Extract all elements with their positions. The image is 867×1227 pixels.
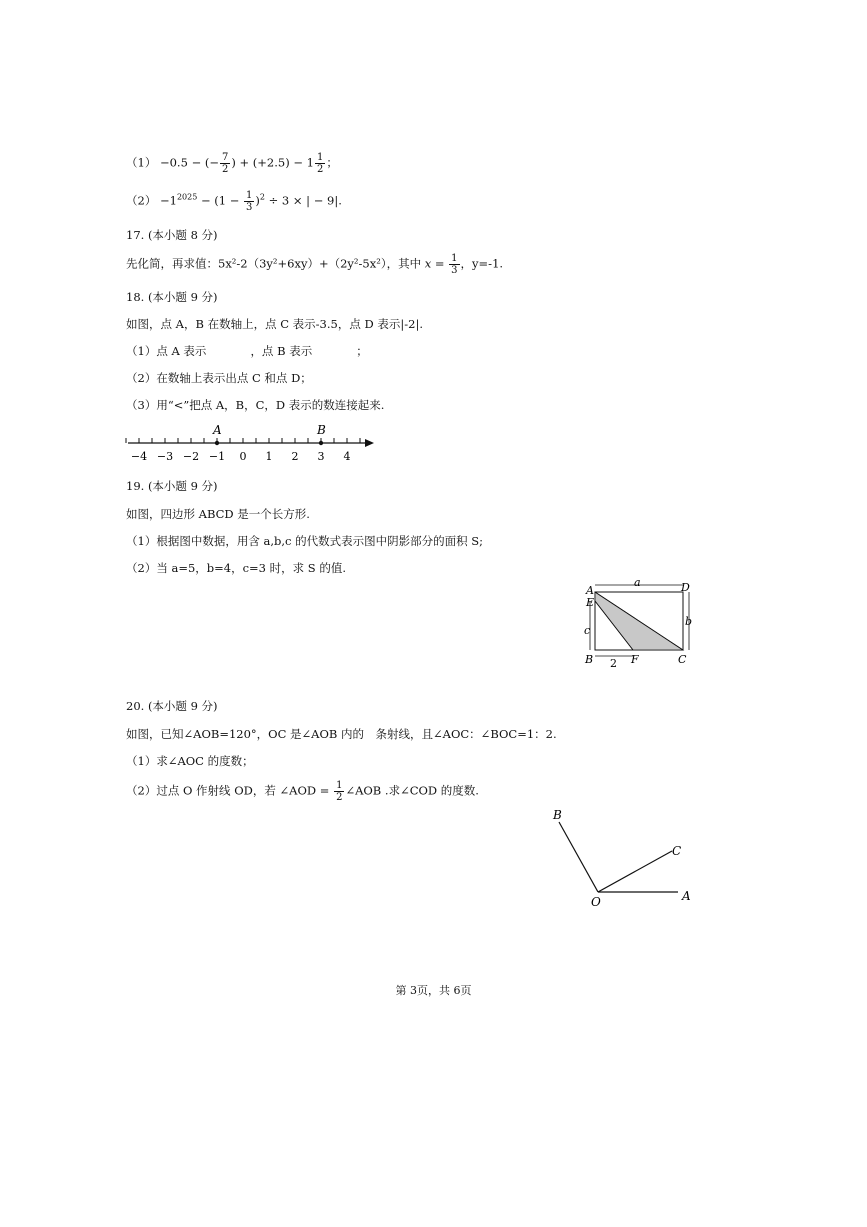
q16-part1-expr-a: −0.5 − (− — [159, 155, 219, 170]
point-b-label: B — [317, 423, 326, 437]
point-b-dot — [319, 441, 323, 445]
number-line-tick-label: −2 — [182, 450, 200, 463]
frac-num: 1 — [316, 152, 324, 163]
q20-part2-b: ∠AOB .求∠COD 的度数. — [345, 783, 479, 798]
label-c-point: C — [678, 653, 687, 666]
q17-text — [126, 253, 503, 276]
number-line-tick-label: 3 — [317, 450, 325, 463]
q16-part1 — [126, 152, 338, 175]
label-f-point: F — [631, 653, 639, 666]
label-a: A — [682, 889, 691, 903]
q16-part2-expr-d: ÷ 3 × | − 9| — [264, 193, 339, 208]
q19-part1: （1）根据图中数据，用含 a,b,c 的代数式表示图中阴影部分的面积 S; — [126, 534, 484, 548]
q17-text-a: 先化简，再求值：5x²-2（3y²+6xy）+（2y²-5x²），其中 — [126, 256, 425, 271]
q16-part2-expr-c: ) — [255, 193, 260, 208]
number-line-tick-label: −1 — [208, 450, 226, 463]
q16-part2-end: . — [338, 193, 342, 208]
number-line-tick-label: 1 — [265, 450, 273, 463]
label-c: C — [672, 844, 682, 858]
q19-part2: （2）当 a=5，b=4，c=3 时，求 S 的值. — [126, 561, 346, 575]
label-a-point: A — [586, 584, 594, 597]
label-b-length: b — [685, 615, 693, 628]
angle-figure — [545, 804, 705, 914]
q20-title: 20. (本小题 9 分) — [126, 699, 218, 713]
point-a-label: A — [213, 423, 222, 437]
frac-num: 1 — [246, 190, 253, 201]
q17-frac — [449, 253, 459, 276]
number-line-tick-label: −4 — [130, 450, 148, 463]
q16-part2 — [126, 190, 342, 213]
q19-intro: 如图，四边形 ABCD 是一个长方形. — [126, 507, 310, 521]
q16-part1-mixed-frac — [315, 152, 325, 175]
number-line-tick-label: 0 — [239, 450, 247, 463]
frac-num: 7 — [221, 152, 229, 163]
q16-part1-end: ； — [326, 155, 338, 170]
label-a-length: a — [634, 576, 641, 589]
q20-frac — [334, 780, 344, 803]
q19-title: 19. (本小题 9 分) — [126, 479, 218, 493]
q16-part1-label: （1） — [126, 155, 157, 170]
q16-part2-label: （2） — [126, 193, 157, 208]
q18-title: 18. (本小题 9 分) — [126, 290, 218, 304]
number-line-tick-labels — [131, 450, 351, 463]
number-line-arrow — [365, 439, 374, 447]
q16-part2-exp: 2025 — [176, 192, 198, 202]
q17-title: 17. (本小题 8 分) — [126, 228, 218, 242]
q18-part1-b: ，点 B 表示 — [250, 344, 313, 358]
q20-part2 — [126, 780, 479, 803]
frac-den: 3 — [451, 265, 458, 276]
page-footer: 第 3页，共 6页 — [395, 984, 472, 997]
q20-part2-a: （2）过点 O 作射线 OD，若 ∠AOD = — [126, 783, 334, 798]
label-d-point: D — [681, 581, 690, 594]
ray-ob — [559, 822, 598, 892]
frac-den: 2 — [316, 164, 324, 175]
q18-part3: （3）用“<”把点 A，B，C，D 表示的数连接起来. — [126, 398, 385, 412]
q16-part2-expr-b: − (1 − — [197, 193, 243, 208]
frac-num: 1 — [336, 780, 343, 791]
number-line-figure — [120, 418, 380, 468]
number-line-tick-label: 2 — [291, 450, 299, 463]
q16-part2-exp2: 2 — [259, 192, 265, 202]
q16-part1-frac — [220, 152, 230, 175]
q20-part1: （1）求∠AOC 的度数； — [126, 754, 254, 768]
q16-part2-expr-a: −1 — [159, 193, 177, 208]
q20-intro: 如图，已知∠AOB=120°，OC 是∠AOB 内的 条射线，且∠AOC：∠BOC=1：2. — [126, 727, 557, 741]
q18-part1-a: （1）点 A 表示 — [126, 344, 207, 358]
q17-text-b: ，y=-1. — [460, 256, 504, 271]
label-e-point: E — [586, 596, 595, 609]
q16-part1-expr-b: ) + (+2.5) − 1 — [231, 155, 314, 170]
q18-part2: （2）在数轴上表示出点 C 和点 D； — [126, 371, 312, 385]
frac-den: 2 — [336, 792, 343, 803]
label-2-length: 2 — [610, 657, 617, 670]
ray-oc — [598, 851, 672, 892]
q17-x-eq: x = — [424, 256, 449, 271]
q18-part1 — [126, 343, 368, 359]
q16-part2-frac — [244, 190, 254, 213]
q18-intro: 如图，点 A，B 在数轴上，点 C 表示-3.5，点 D 表示|-2|. — [126, 317, 423, 331]
label-b: B — [553, 808, 562, 822]
label-o: O — [591, 895, 601, 909]
rectangle-figure — [578, 576, 698, 672]
frac-den: 2 — [221, 164, 229, 175]
point-a-dot — [215, 441, 219, 445]
number-line-tick-label: 4 — [343, 450, 351, 463]
frac-den: 3 — [246, 202, 253, 213]
number-line-tick-label: −3 — [156, 450, 174, 463]
number-line-ticks — [126, 438, 360, 443]
label-b-point: B — [585, 653, 594, 666]
q18-part1-c: ； — [356, 344, 368, 358]
frac-num: 1 — [451, 253, 458, 264]
label-c-length: c — [584, 624, 591, 637]
